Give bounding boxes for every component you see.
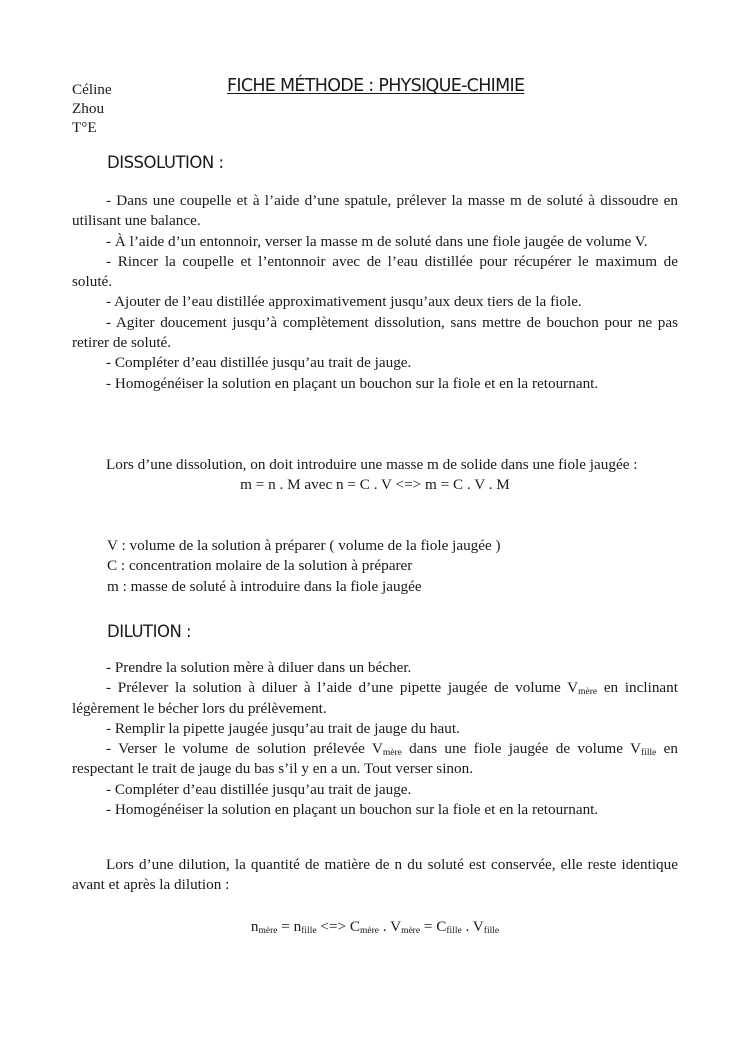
dissolution-step: - Dans une coupelle et à l’aide d’une spatule, prélever la masse m de soluté à dissoudre en utilisant une balance. xyxy=(72,192,678,230)
dilution-formula-block xyxy=(72,917,678,937)
subscript: fille xyxy=(446,926,462,936)
dilution-step: - Homogénéiser la solution en plaçant un bouchon sur la fiole et en la retournant. xyxy=(106,801,599,819)
dilution-step-text: dans une fiole jaugée de volume V xyxy=(401,740,642,758)
dilution-step-text: - Prélever la solution à diluer à l’aide d’une pipette jaugée de volume V xyxy=(106,679,579,697)
formula-part: <=> C xyxy=(316,918,360,935)
dissolution-steps xyxy=(72,191,678,394)
subscript: mère xyxy=(258,926,278,936)
definition-volume: V : volume de la solution à préparer ( volume de la fiole jaugée ) xyxy=(107,537,501,554)
dissolution-step: - À l’aide d’un entonnoir, verser la masse m de soluté dans une fiole jaugée de volume V. xyxy=(106,232,648,250)
dissolution-formula: m = n . M avec n = C . V <=> m = C . V . M xyxy=(240,476,510,494)
formula-part: . V xyxy=(378,918,402,935)
dissolution-heading: DISSOLUTION : xyxy=(107,153,224,172)
subscript: fille xyxy=(483,926,500,936)
formula-part: . V xyxy=(461,918,484,935)
author-first-name: Céline xyxy=(72,81,112,98)
dissolution-definitions xyxy=(72,536,678,597)
author-class: T°E xyxy=(72,119,97,136)
dilution-step xyxy=(72,678,678,719)
formula-part: n xyxy=(250,918,259,935)
page-title: FICHE MÉTHODE : PHYSIQUE-CHIMIE xyxy=(227,76,525,96)
dissolution-step: - Compléter d’eau distillée jusqu’au trait de jauge. xyxy=(106,354,412,372)
dilution-formula xyxy=(72,917,678,937)
subscript: mère xyxy=(359,926,379,936)
dissolution-step: - Agiter doucement jusqu’à complètement dissolution, sans mettre de bouchon pour ne pas retirer de soluté. xyxy=(72,313,678,352)
definition-concentration: C : concentration molaire de la solution à préparer xyxy=(107,557,413,575)
formula-part: = n xyxy=(277,918,302,935)
subscript: fille xyxy=(641,748,657,759)
dilution-steps xyxy=(72,658,678,820)
dilution-step xyxy=(72,739,678,780)
dilution-step-text: - Verser le volume de solution prélevée V xyxy=(106,740,383,758)
dilution-step: - Compléter d’eau distillée jusqu’au trait de jauge. xyxy=(106,780,412,798)
dilution-step-text: en inclinant légèrement le bécher lors du prélèvement. xyxy=(72,679,678,717)
subscript: mère xyxy=(401,926,421,936)
author-block xyxy=(72,80,112,137)
dissolution-summary-block xyxy=(72,455,678,496)
subscript: fille xyxy=(301,926,317,936)
definition-mass: m : masse de soluté à introduire dans la fiole jaugée xyxy=(107,577,422,595)
dilution-summary-block xyxy=(72,855,678,896)
dilution-summary: Lors d’une dilution, la quantité de matière de n du soluté est conservée, elle reste identique avant et après la dilution : xyxy=(72,856,678,894)
subscript: mère xyxy=(382,748,402,759)
dilution-heading: DILUTION : xyxy=(107,622,192,641)
dissolution-step: - Rincer la coupelle et l’entonnoir avec de l’eau distillée pour récupérer le maximum de soluté. xyxy=(72,252,678,291)
author-last-name: Zhou xyxy=(72,100,105,117)
dilution-step: - Prendre la solution mère à diluer dans un bécher. xyxy=(106,659,412,676)
formula-part: = C xyxy=(420,918,447,935)
dissolution-step: - Homogénéiser la solution en plaçant un bouchon sur la fiole et en la retournant. xyxy=(106,374,599,392)
dissolution-step: - Ajouter de l’eau distillée approximativement jusqu’aux deux tiers de la fiole. xyxy=(106,293,582,311)
dilution-step-text: en respectant le trait de jauge du bas s’il y en a un. Tout verser sinon. xyxy=(72,740,678,778)
subscript: mère xyxy=(578,687,598,698)
dilution-step: - Remplir la pipette jaugée jusqu’au trait de jauge du haut. xyxy=(106,719,460,737)
dissolution-summary: Lors d’une dissolution, on doit introduire une masse m de solide dans une fiole jaugée : xyxy=(106,456,638,473)
